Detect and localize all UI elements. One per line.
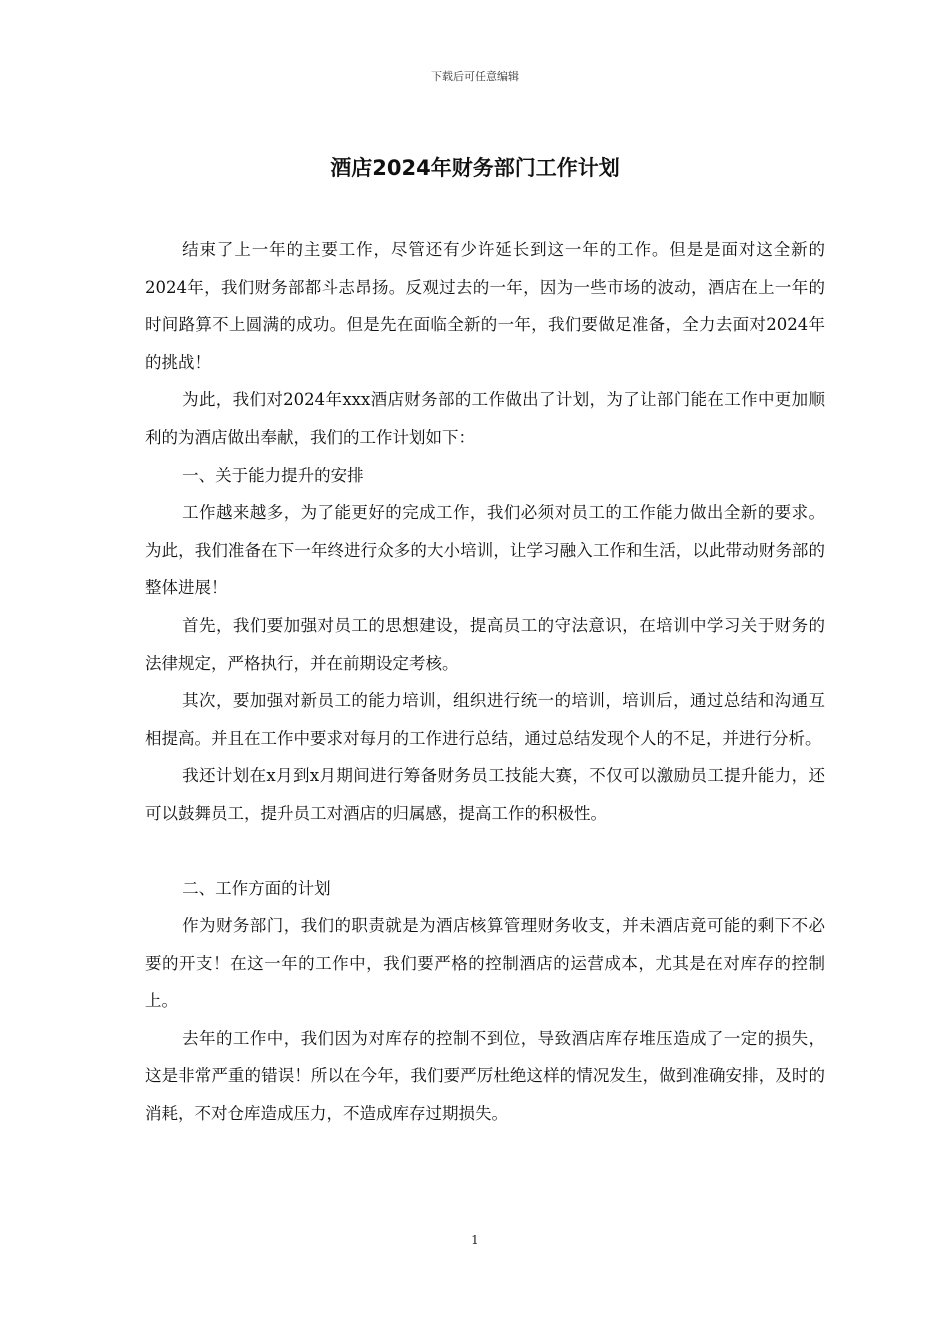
paragraph-inventory: 去年的工作中，我们因为对库存的控制不到位，导致酒店库存堆压造成了一定的损失，这是非常严重的错误！所以在今年，我们要严厉杜绝这样的情况发生，做到准确安排，及时的消耗，不对仓库造成压力，不造成库存过期损失。	[145, 1028, 825, 1124]
paragraph-plan-intro: 为此，我们对2024年xxx酒店财务部的工作做出了计划，为了让部门能在工作中更加顺利的为酒店做出奉献，我们的工作计划如下：	[145, 390, 825, 447]
paragraph-ideology: 首先，我们要加强对员工的思想建设，提高员工的守法意识，在培训中学习关于财务的法律规定，严格执行，并在前期设定考核。	[145, 615, 825, 673]
section-heading-1: 一、关于能力提升的安排	[182, 465, 364, 485]
paragraph-cost-control: 作为财务部门，我们的职责就是为酒店核算管理财务收支，并未酒店竟可能的剩下不必要的开支！在这一年的工作中，我们要严格的控制酒店的运营成本，尤其是在对库存的控制上。	[145, 916, 825, 1011]
section-heading-2: 二、工作方面的计划	[182, 878, 331, 898]
document-title: 酒店2024年财务部门工作计划	[330, 156, 620, 180]
document-body	[145, 231, 825, 1133]
paragraph-intro: 结束了上一年的主要工作，尽管还有少许延长到这一年的工作。但是是面对这全新的2024年，我们财务部都斗志昂扬。反观过去的一年，因为一些市场的波动，酒店在上一年的时间路算不上圆满的成功。但是先在面临全新的一年，我们要做足准备，全力去面对2024年的挑战！	[145, 240, 825, 372]
page-number: 1	[471, 1233, 479, 1247]
header-note: 下载后可任意编辑	[431, 70, 519, 83]
paragraph-training: 工作越来越多，为了能更好的完成工作，我们必须对员工的工作能力做出全新的要求。为此，我们准备在下一年终进行众多的大小培训，让学习融入工作和生活，以此带动财务部的整体进展！	[145, 503, 825, 598]
blank-line	[145, 833, 825, 870]
paragraph-skill-contest: 我还计划在x月到x月期间进行筹备财务员工技能大赛，不仅可以激励员工提升能力，还可以鼓舞员工，提升员工对酒店的归属感，提高工作的积极性。	[145, 766, 825, 823]
paragraph-new-staff: 其次，要加强对新员工的能力培训，组织进行统一的培训，培训后，通过总结和沟通互相提高。并且在工作中要求对每月的工作进行总结，通过总结发现个人的不足，并进行分析。	[145, 691, 825, 748]
